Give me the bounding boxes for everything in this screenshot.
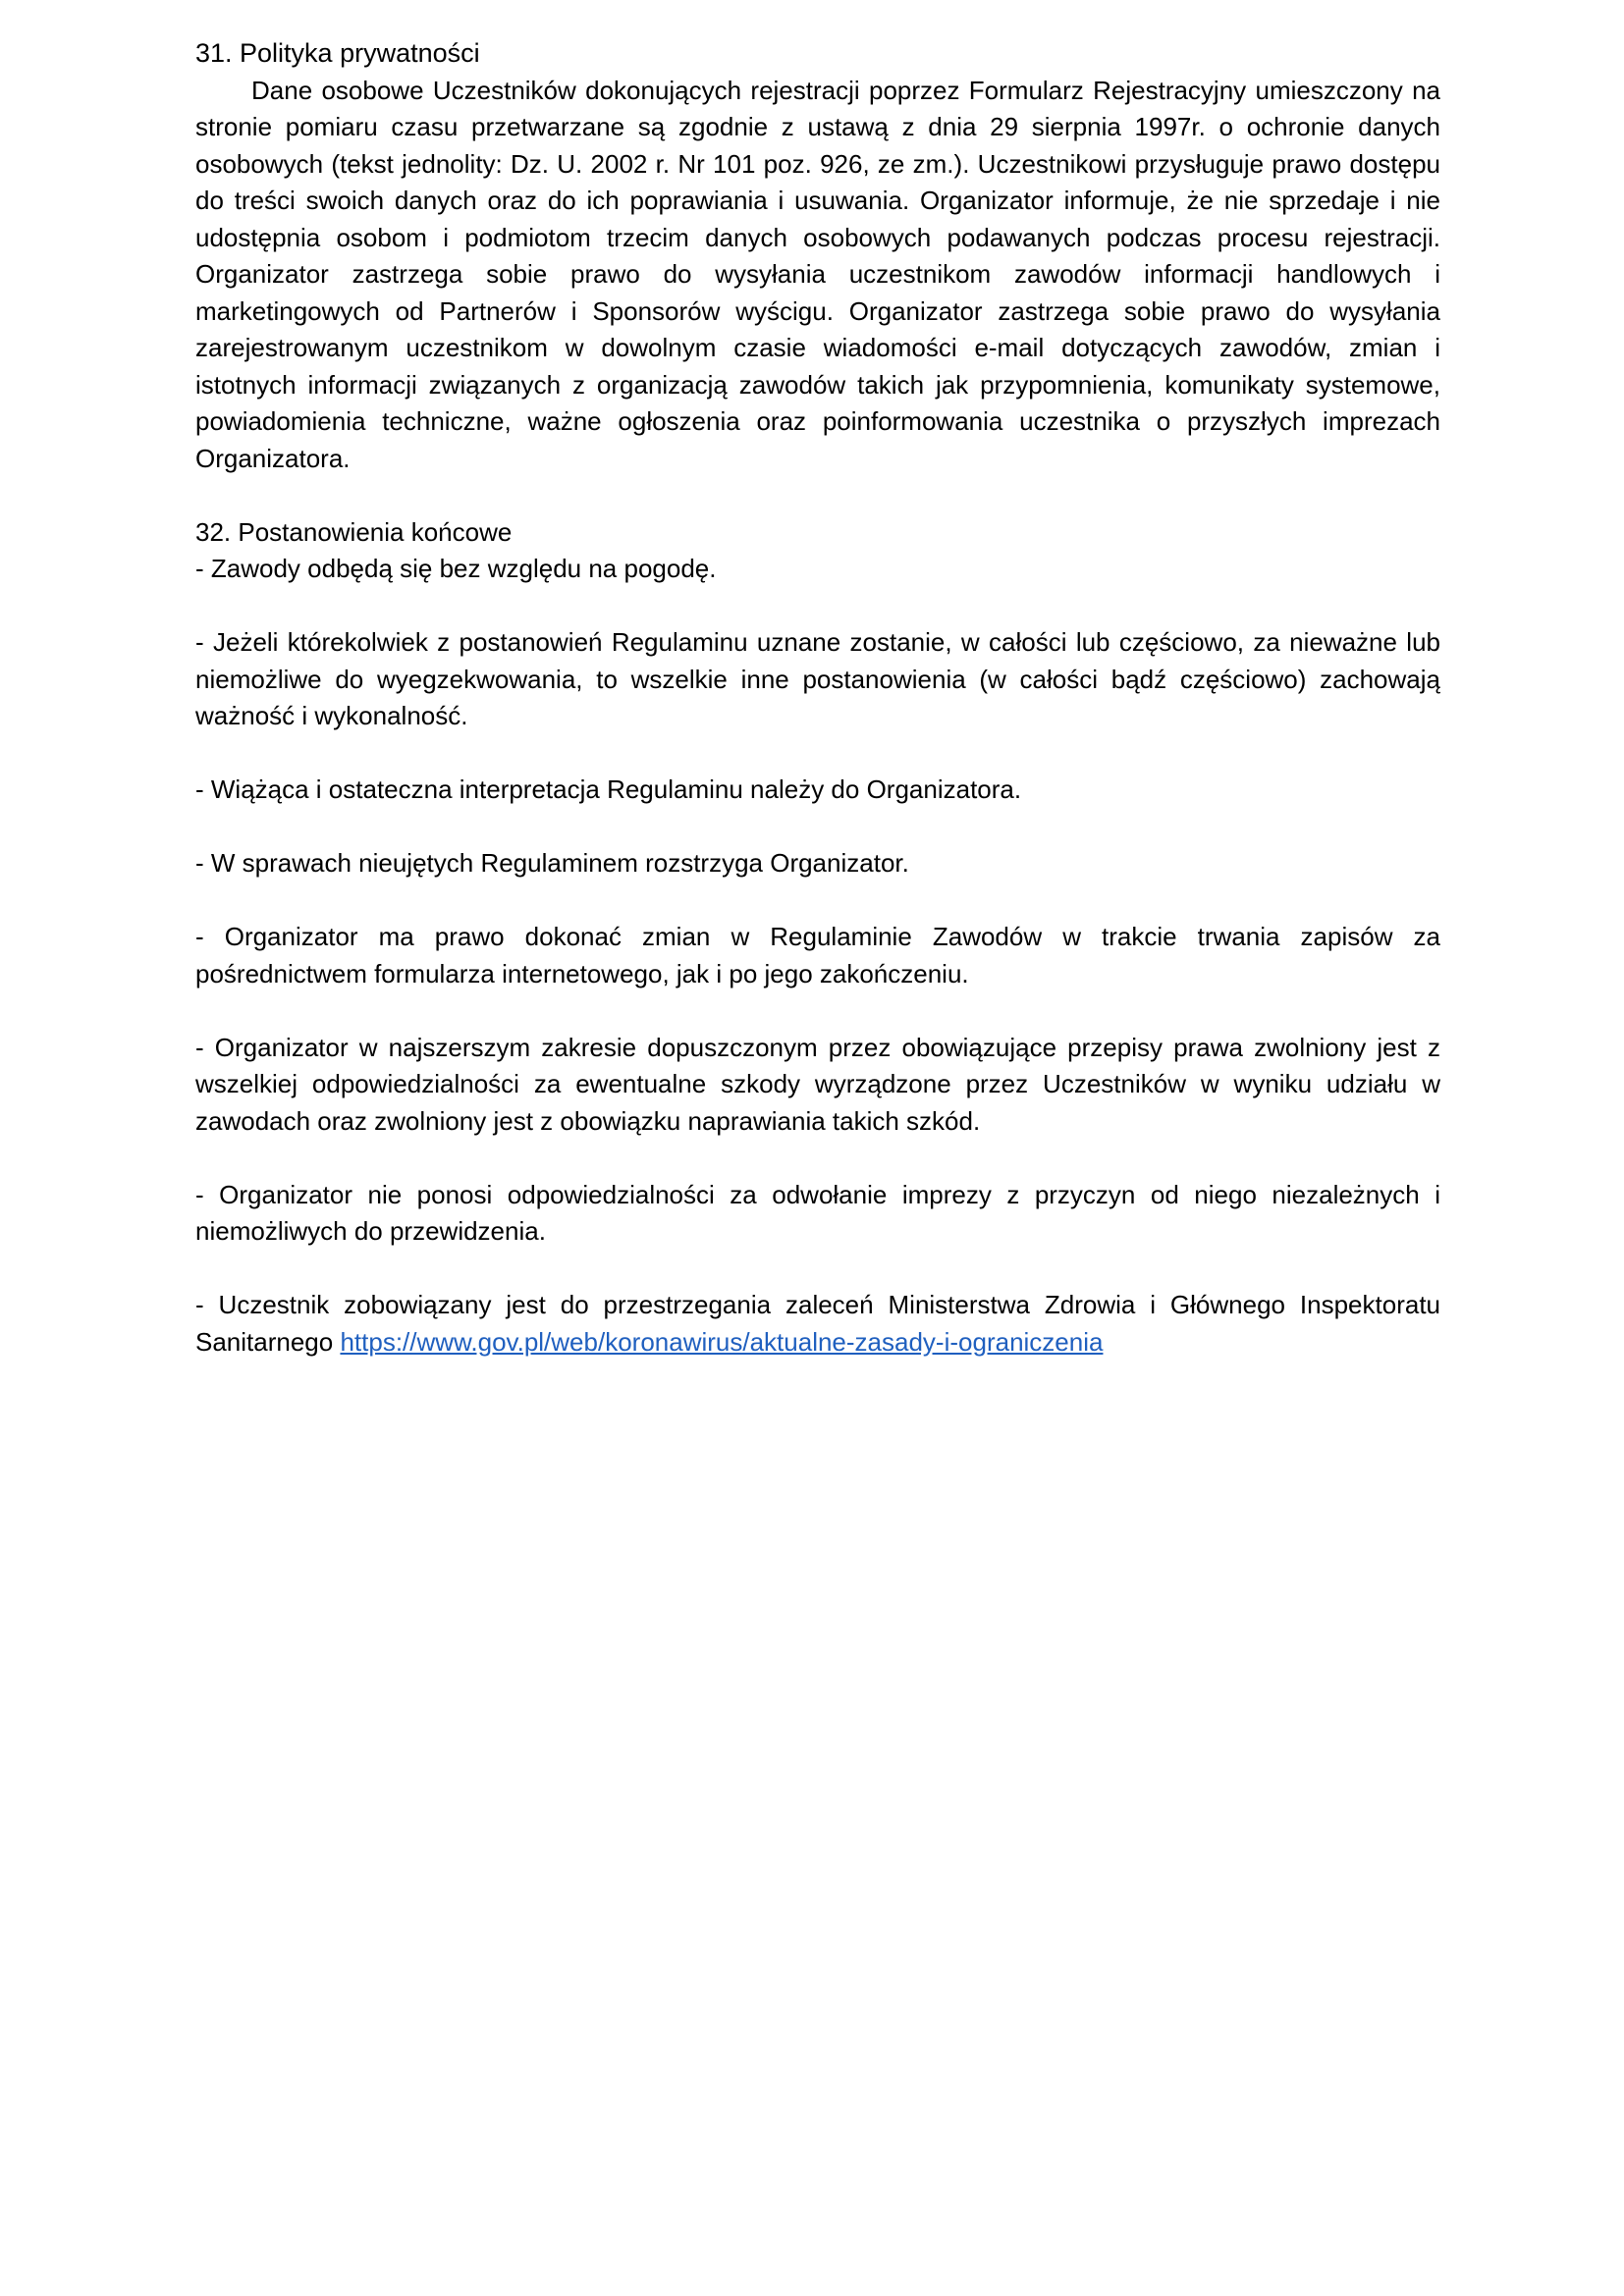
section-31-body: Dane osobowe Uczestników dokonujących rejestracji poprzez Formularz Rejestracyjny umieszczony na stronie pomiaru czasu przetwarzane są zgodnie z ustawą z dnia 29 sierpnia 1997r. o ochronie danych osobowych (tekst jednolity: Dz. U. 2002 r. Nr 101 poz. 926, ze zm.). Uczestnikowi przysługuje prawo dostępu do treści swoich danych oraz do ich poprawiania i usuwania. Organizator informuje, że nie sprzedaje i nie udostępnia osobom i podmiotom trzecim danych osobowych podawanych podczas procesu rejestracji. Organizator zastrzega sobie prawo do wysyłania uczestnikom zawodów informacji handlowych i marketingowych od Partnerów i Sponsorów wyścigu. Organizator zastrzega sobie prawo do wysyłania zarejestrowanym uczestnikom w dowolnym czasie wiadomości e-mail dotyczących zawodów, zmian i istotnych informacji związanych z organizacją zawodów takich jak przypomnienia, komunikaty systemowe, powiadomienia techniczne, ważne ogłoszenia oraz poinformowania uczestnika o przyszłych imprezach Organizatora. — [195, 75, 1440, 473]
section-32-item-2: - Jeżeli którekolwiek z postanowień Regulaminu uznane zostanie, w całości lub częściowo, za nieważne lub niemożliwe do wyegzekwowania, to wszelkie inne postanowienia (w całości bądź częściowo) zachowają ważność i wykonalność. — [195, 627, 1440, 730]
section-32-item-6: - Organizator w najszerszym zakresie dopuszczonym przez obowiązujące przepisy prawa zwolniony jest z wszelkiej odpowiedzialności za ewentualne szkody wyrządzone przez Uczestników w wyniku udziału w zawodach oraz zwolniony jest z obowiązku naprawiania takich szkód. — [195, 1032, 1440, 1136]
section-32-item-7: - Organizator nie ponosi odpowiedzialności za odwołanie imprezy z przyczyn od niego niezależnych i niemożliwych do przewidzenia. — [195, 1179, 1440, 1246]
section-32-item-1: - Zawody odbędą się bez względu na pogodę. — [195, 554, 717, 583]
koronawirus-link[interactable]: https://www.gov.pl/web/koronawirus/aktualne-zasady-i-ograniczenia — [340, 1326, 1104, 1357]
document-page — [195, 35, 1440, 1361]
section-32-item-8 — [195, 1287, 1440, 1361]
section-32-item-3: - Wiążąca i ostateczna interpretacja Regulaminu należy do Organizatora. — [195, 774, 1022, 804]
section-32-item-4: - W sprawach nieujętych Regulaminem rozstrzyga Organizator. — [195, 848, 909, 878]
section-32-item-5: - Organizator ma prawo dokonać zmian w Regulaminie Zawodów w trakcie trwania zapisów za pośrednictwem formularza internetowego, jak i po jego zakończeniu. — [195, 922, 1440, 988]
section-32-item-8-text: - Uczestnik zobowiązany jest do przestrzegania zaleceń Ministerstwa Zdrowia i Głównego Inspektoratu Sanitarnego — [195, 1290, 1440, 1357]
section-32-title: 32. Postanowienia końcowe — [195, 516, 513, 547]
section-31-title: 31. Polityka prywatności — [195, 38, 480, 68]
